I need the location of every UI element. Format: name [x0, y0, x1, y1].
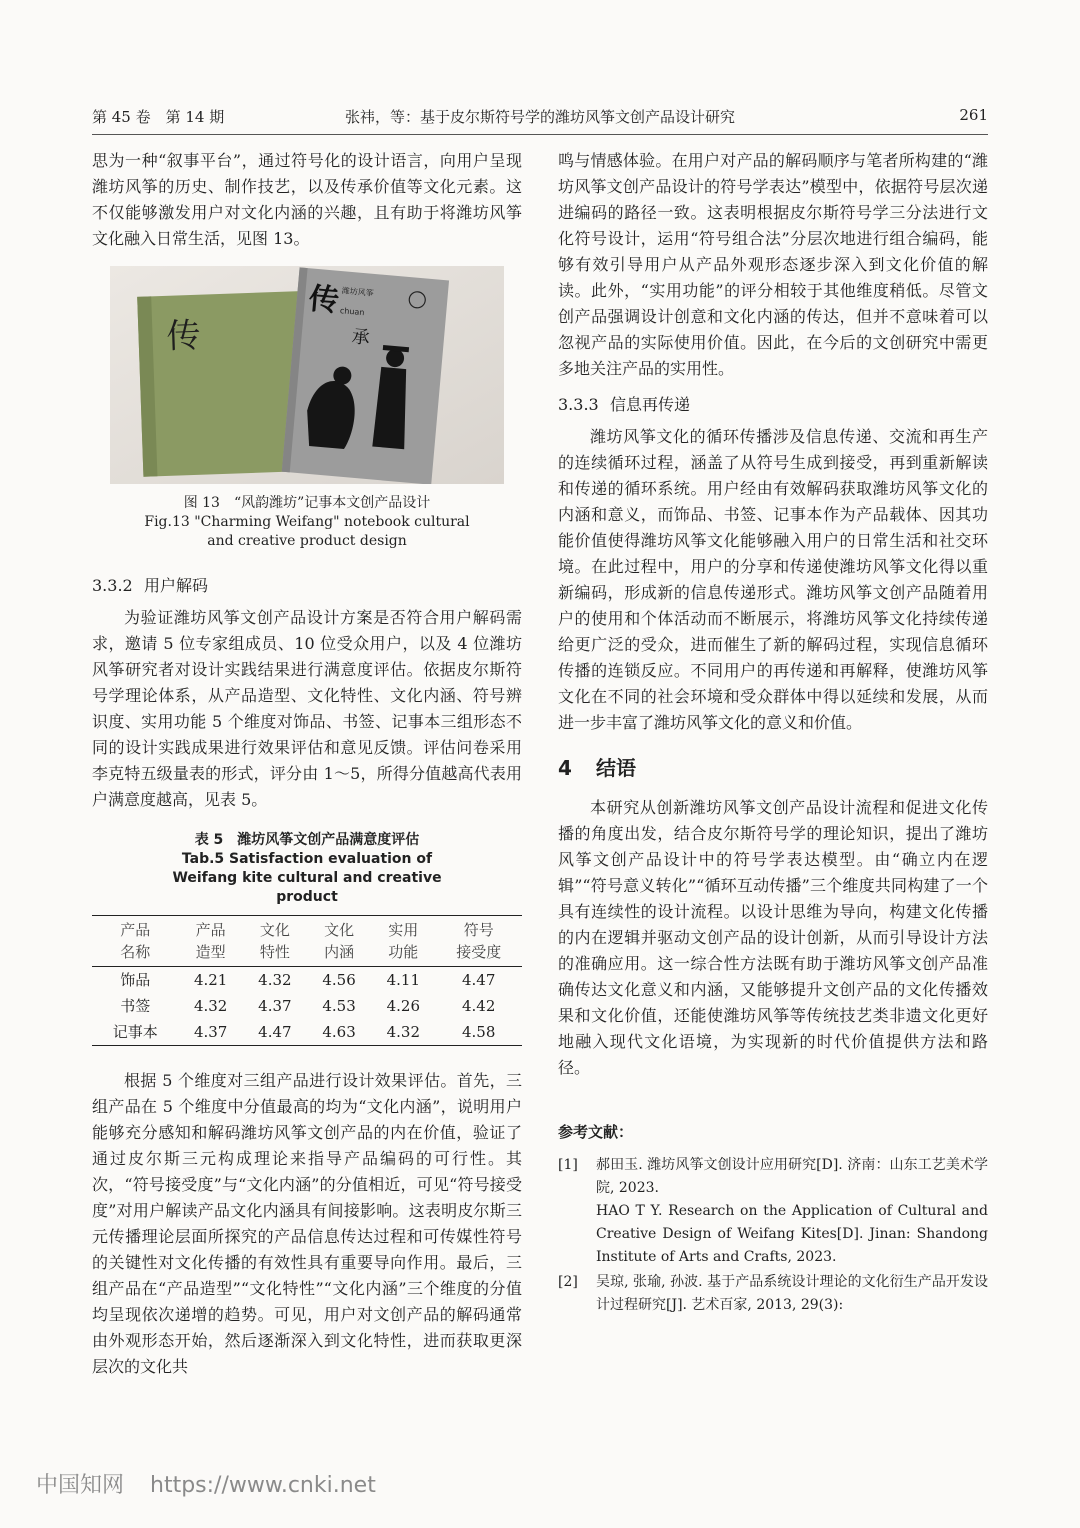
cell: 4.32: [258, 971, 292, 989]
reference-item: [558, 1154, 988, 1269]
cover-small-char: 承: [350, 326, 371, 349]
paragraph: 本研究从创新潍坊风筝文创产品设计流程和促进文化传播的角度出发，结合皮尔斯符号学的理论知识，提出了潍坊风筝文创产品设计中的符号学表达模型。由“确立内在逻辑”“符号意义转化”“循环互动传播”三个维度共同构建了一个具有连续性的设计流程。以设计思维为导向，构建文化传播的内在逻辑并驱动文创产品的设计创新，从而引导设计方法的准确应用。这一综合性方法既有助于潍坊风筝文创产品准确传达文化意义和内涵，又能够提升文创产品的文化传播效果和文化价值，还能使潍坊风筝等传统技艺类非遗文化更好地融入现代文化语境，为实现新的时代价值提供方法和路径。: [558, 798, 988, 1077]
table-caption: [92, 831, 522, 907]
header-cell: 实用 功能: [388, 921, 419, 961]
table-row: [92, 1019, 522, 1046]
paragraph: 为验证潍坊风筝文创产品设计方案是否符合用户解码需求，邀请 5 位专家组成员、10 位受众用户，以及 4 位潍坊风筝研究者对设计实践结果进行满意度评估。依据皮尔斯符号学理论体系，从产品造型、文化特性、文化内涵、符号辨识度、实用功能 5 个维度对饰品、书签、记事本三组形态不同的设计实践成果进行效果评估和意见反馈。评估问卷采用李克特五级量表的形式，评分由 1～5，所得分值越高代表用户满意度越高，见表 5。: [92, 608, 522, 809]
row-label: 书签: [120, 997, 151, 1015]
cell: 4.63: [322, 1023, 356, 1041]
cell: 4.37: [193, 1023, 228, 1041]
table-header-row: [92, 916, 522, 967]
reference-text-cn: 郝田玉. 潍坊风筝文创设计应用研究[D]. 济南：山东工艺美术学院, 2023.: [596, 1157, 988, 1196]
running-header: [92, 106, 988, 134]
subsection-number: 3.3.2: [92, 576, 133, 595]
right-column: [558, 148, 988, 1319]
paragraph: 鸣与情感体验。在用户对产品的解码顺序与笔者所构建的“潍坊风筝文创产品设计的符号学表达”模型中，依据符号层次递进编码的路径一致。这表明根据皮尔斯符号学三分法进行文化符号设计，运用“符号组合法”分层次地进行组合编码，能够有效引导用户从产品外观形态逐步深入到文化价值的解读。此外，“实用功能”的评分相较于其他维度稍低。尽管文创产品强调设计创意和文化内涵的传达，但并不意味着可以忽视产品的实际使用价值。因此，在今后的文创研究中需更多地关注产品的实用性。: [558, 151, 988, 378]
header-rule: [92, 134, 988, 135]
reference-number: [1]: [558, 1157, 578, 1173]
left-column: [92, 148, 522, 1380]
cell: 4.53: [322, 997, 356, 1015]
paragraph: 思为一种“叙事平台”，通过符号化的设计语言，向用户呈现潍坊风筝的历史、制作技艺，以及传承价值等文化元素。这不仅能够激发用户对文化内涵的兴趣，且有助于将潍坊风筝文化融入日常生活，见图 13。: [92, 151, 522, 248]
section-heading-4: [558, 752, 988, 781]
cell: 4.21: [193, 971, 228, 989]
reference-text-en: HAO T Y. Research on the Application of Cultural and Creative Design of Weifang Kites[D]. Jinan: Shandong Institute of Arts and Crafts, 2023.: [596, 1203, 988, 1265]
header-cell: 产品 名称: [120, 921, 151, 961]
cover-big-char: 传: [307, 281, 341, 319]
table-row: [92, 967, 522, 994]
row-label: 记事本: [112, 1023, 158, 1041]
running-title: 张祎，等：基于皮尔斯符号学的潍坊风筝文创产品设计研究: [344, 108, 735, 126]
subsection-heading-3-3-2: [92, 573, 522, 599]
cell: 4.47: [462, 971, 496, 989]
page-number: 261: [959, 106, 988, 124]
header-cell: 文化 内涵: [324, 921, 355, 961]
journal-volume: 第 45 卷 第 14 期: [92, 108, 225, 126]
subsection-title: 用户解码: [144, 576, 209, 595]
cell: 4.58: [462, 1023, 496, 1041]
table-caption-en: Tab.5 Satisfaction evaluation of Weifang kite cultural and creative product: [172, 851, 442, 905]
cover-tag: 潍坊风筝: [341, 286, 375, 298]
cell: 4.47: [258, 1023, 292, 1041]
reference-item: [558, 1271, 988, 1317]
header-cell: 文化 特性: [259, 921, 290, 961]
section-number: 4: [558, 756, 572, 780]
paragraph: 根据 5 个维度对三组产品进行设计效果评估。首先，三组产品在 5 个维度中分值最高的均为“文化内涵”，说明用户能够充分感知和解码潍坊风筝文创产品的内在价值，验证了通过皮尔斯三元构成理论来指导产品编码的可行性。其次，“符号接受度”与“文化内涵”的分值相近，可见“符号接受度”对用户解读产品文化内涵具有间接影响。这表明皮尔斯三元传播理论层面所探究的产品信息传达过程和可传媒性符号的关键性对文化传播的有效性具有重要导向作用。最后，三组产品在“产品造型”“文化特性”“文化内涵”三个维度的分值均呈现依次递增的趋势。可见，用户对文创产品的解码通常由外观形态开始，然后逐渐深入到文化特性，进而获取更深层次的文化共: [92, 1071, 522, 1376]
cell: 4.32: [193, 997, 228, 1015]
figure-caption-en: Fig.13 "Charming Weifang" notebook cultural and creative product design: [144, 514, 470, 549]
cell: 4.11: [386, 971, 420, 989]
figure-caption: [92, 494, 522, 551]
table-row: [92, 993, 522, 1019]
satisfaction-table: [92, 915, 522, 1046]
table-caption-cn: 表 5 潍坊风筝文创产品满意度评估: [194, 832, 420, 848]
back-cover-char: 传: [165, 315, 202, 357]
cell: 4.42: [462, 997, 496, 1015]
subsection-number: 3.3.3: [558, 395, 599, 414]
watermark-footer: [36, 1468, 376, 1499]
cell: 4.26: [386, 997, 420, 1015]
cover-pinyin: chuan: [339, 306, 365, 318]
section-title: 结语: [596, 756, 636, 780]
subsection-heading-3-3-3: [558, 392, 988, 418]
paragraph: 潍坊风筝文化的循环传播涉及信息传递、交流和再生产的连续循环过程，涵盖了从符号生成到接受，再到重新解读和传递的循环系统。用户经由有效解码获取潍坊风筝文化的内涵和意义，而饰品、书签、记事本作为产品载体、因其功能价值使得潍坊风筝文化能够融入用户的日常生活和社交环境。在此过程中，用户的分享和传递使潍坊风筝文化得以重新编码，形成新的信息传递形式。潍坊风筝文创产品随着用户的使用和个体活动而不断展示，将潍坊风筝文化持续传递给更广泛的受众，进而催生了新的解码过程，实现信息循环传播的连锁反应。不同用户的再传递和再解释，使潍坊风筝文化在不同的社会环境和受众群体中得以延续和发展，从而进一步丰富了潍坊风筝文化的意义和价值。: [558, 427, 988, 732]
row-label: 饰品: [120, 971, 151, 989]
notebook-illustration: [110, 266, 504, 484]
reference-text-cn: 吴琼, 张瑜, 孙波. 基于产品系统设计理论的文化衍生产品开发设计过程研究[J]. 艺术百家, 2013, 29(3):: [596, 1274, 988, 1313]
cell: 4.37: [258, 997, 292, 1015]
cell: 4.56: [322, 971, 356, 989]
figure-caption-cn: 图 13 “风韵潍坊”记事本文创产品设计: [183, 495, 431, 511]
cnki-logo-text: 中国知网: [36, 1473, 125, 1498]
subsection-title: 信息再传递: [610, 395, 691, 414]
reference-number: [2]: [558, 1274, 578, 1290]
grey-notebook: [282, 267, 449, 484]
cell: 4.32: [386, 1023, 420, 1041]
header-cell: 产品 造型: [195, 921, 226, 961]
cnki-url[interactable]: https://www.cnki.net: [150, 1473, 376, 1498]
figure-13-image: [110, 266, 504, 484]
references-heading: 参考文献：: [558, 1123, 634, 1141]
header-cell: 符号 接受度: [456, 921, 502, 961]
